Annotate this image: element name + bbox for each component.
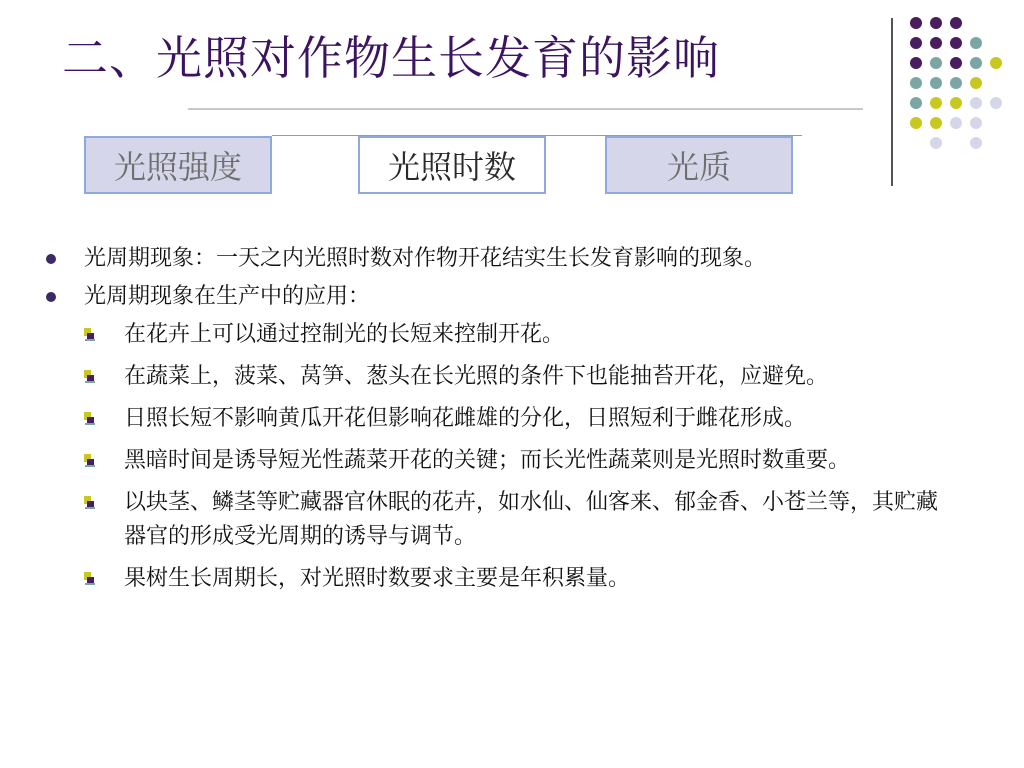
vertical-divider — [891, 18, 893, 186]
sub-bullet-item — [42, 444, 972, 478]
dot — [930, 117, 942, 129]
dot — [910, 17, 922, 29]
dot — [930, 37, 942, 49]
tab-light-intensity[interactable]: 光照强度 — [84, 136, 272, 194]
tab-light-quality[interactable]: 光质 — [605, 136, 793, 194]
dot — [990, 97, 1002, 109]
sub-bullet-item — [42, 402, 972, 436]
slide-content — [42, 242, 972, 604]
dot — [970, 77, 982, 89]
dot — [950, 57, 962, 69]
bullet-item — [42, 242, 972, 276]
arrow-bullet-icon — [84, 328, 96, 342]
bullet-text: 光周期现象在生产中的应用： — [84, 284, 371, 309]
sub-bullet-text: 果树生长周期长，对光照时数要求主要是年积累量。 — [124, 566, 631, 591]
dot — [950, 17, 962, 29]
dot — [930, 137, 942, 149]
dot — [910, 117, 922, 129]
tab-light-duration[interactable]: 光照时数 — [358, 136, 546, 194]
bullet-text: 光周期现象：一天之内光照时数对作物开花结实生长发育影响的现象。 — [84, 246, 767, 271]
bullet-dot-icon — [46, 292, 56, 302]
dot — [950, 117, 962, 129]
dot — [930, 17, 942, 29]
dot — [910, 77, 922, 89]
dot — [970, 37, 982, 49]
title-underline — [188, 108, 863, 110]
sub-bullet-text: 在花卉上可以通过控制光的长短来控制开花。 — [124, 322, 565, 347]
dot — [930, 57, 942, 69]
dot — [970, 97, 982, 109]
sub-bullet-text: 以块茎、鳞茎等贮藏器官休眠的花卉，如水仙、仙客来、郁金香、小苍兰等，其贮藏器官的形成受光周期的诱导与调节。 — [124, 490, 939, 549]
dot — [970, 137, 982, 149]
slide-title: 二、光照对作物生长发育的影响 — [62, 31, 720, 85]
arrow-bullet-icon — [84, 572, 96, 586]
dot — [970, 57, 982, 69]
arrow-bullet-icon — [84, 370, 96, 384]
dot — [910, 97, 922, 109]
sub-bullet-text: 日照长短不影响黄瓜开花但影响花雌雄的分化，日照短利于雌花形成。 — [124, 406, 807, 431]
dot — [910, 37, 922, 49]
decorative-dot-grid — [904, 16, 1016, 166]
bullet-item — [42, 280, 972, 314]
dot-grid-graphic — [904, 16, 1016, 166]
dot — [970, 117, 982, 129]
arrow-bullet-icon — [84, 496, 96, 510]
dot — [950, 37, 962, 49]
dot — [910, 57, 922, 69]
dot — [950, 97, 962, 109]
sub-bullet-text: 在蔬菜上，菠菜、莴笋、葱头在长光照的条件下也能抽苔开花，应避免。 — [124, 364, 829, 389]
sub-bullet-item — [42, 486, 972, 554]
sub-bullet-item — [42, 360, 972, 394]
sub-bullet-item — [42, 318, 972, 352]
dot — [990, 57, 1002, 69]
arrow-bullet-icon — [84, 454, 96, 468]
arrow-bullet-icon — [84, 412, 96, 426]
dot — [930, 97, 942, 109]
bullet-dot-icon — [46, 254, 56, 264]
sub-bullet-item — [42, 562, 972, 596]
dot — [950, 77, 962, 89]
dot — [930, 77, 942, 89]
sub-bullet-text: 黑暗时间是诱导短光性蔬菜开花的关键；而长光性蔬菜则是光照时数重要。 — [124, 448, 851, 473]
